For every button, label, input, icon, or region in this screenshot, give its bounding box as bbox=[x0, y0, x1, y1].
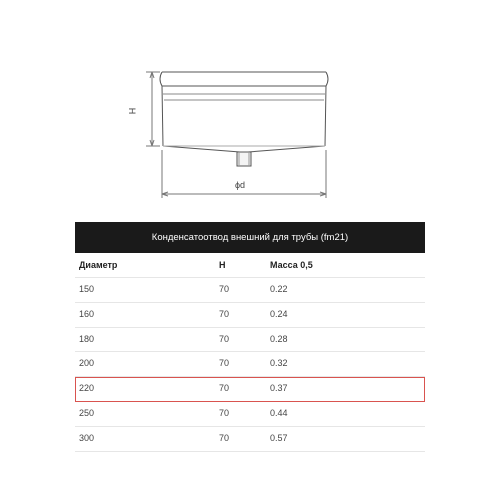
condensate-drain-drawing bbox=[0, 0, 500, 215]
cell-mass: 0.24 bbox=[270, 308, 288, 319]
cell-h: 70 bbox=[219, 432, 230, 443]
cell-diameter: 220 bbox=[79, 383, 95, 394]
dimension-d-label: ϕd bbox=[235, 180, 246, 190]
spec-table bbox=[75, 222, 425, 452]
cell-mass: 0.37 bbox=[270, 383, 288, 394]
cell-diameter: 180 bbox=[79, 333, 95, 344]
table-row bbox=[75, 402, 425, 427]
table-row bbox=[75, 278, 425, 303]
cell-diameter: 160 bbox=[79, 308, 95, 319]
cell-diameter: 150 bbox=[79, 284, 95, 294]
cell-h: 70 bbox=[219, 333, 230, 344]
header-h: H bbox=[219, 260, 226, 270]
cell-h: 70 bbox=[219, 383, 230, 394]
table-row-highlighted bbox=[75, 377, 425, 402]
cell-mass: 0.57 bbox=[270, 432, 288, 443]
cell-diameter: 250 bbox=[79, 407, 95, 418]
table-row bbox=[75, 427, 425, 452]
cell-h: 70 bbox=[219, 308, 230, 319]
table-row bbox=[75, 328, 425, 353]
dimension-h-label: H bbox=[127, 107, 138, 115]
cell-mass: 0.28 bbox=[270, 333, 288, 344]
cell-h: 70 bbox=[219, 407, 230, 418]
cell-h: 70 bbox=[219, 358, 230, 369]
table-row bbox=[75, 352, 425, 377]
table-row bbox=[75, 303, 425, 328]
cell-diameter: 200 bbox=[79, 358, 95, 369]
cell-diameter: 300 bbox=[79, 432, 95, 443]
technical-drawing bbox=[0, 0, 500, 215]
cell-mass: 0.32 bbox=[270, 358, 288, 369]
table-header-row bbox=[75, 253, 425, 278]
header-diameter: Диаметр bbox=[79, 260, 118, 270]
header-mass: Масса 0,5 bbox=[270, 260, 313, 270]
cell-h: 70 bbox=[219, 284, 230, 294]
cell-mass: 0.22 bbox=[270, 284, 288, 294]
cell-mass: 0.44 bbox=[270, 407, 288, 418]
table-title: Конденсатоотвод внешний для трубы (fm21) bbox=[75, 222, 425, 253]
